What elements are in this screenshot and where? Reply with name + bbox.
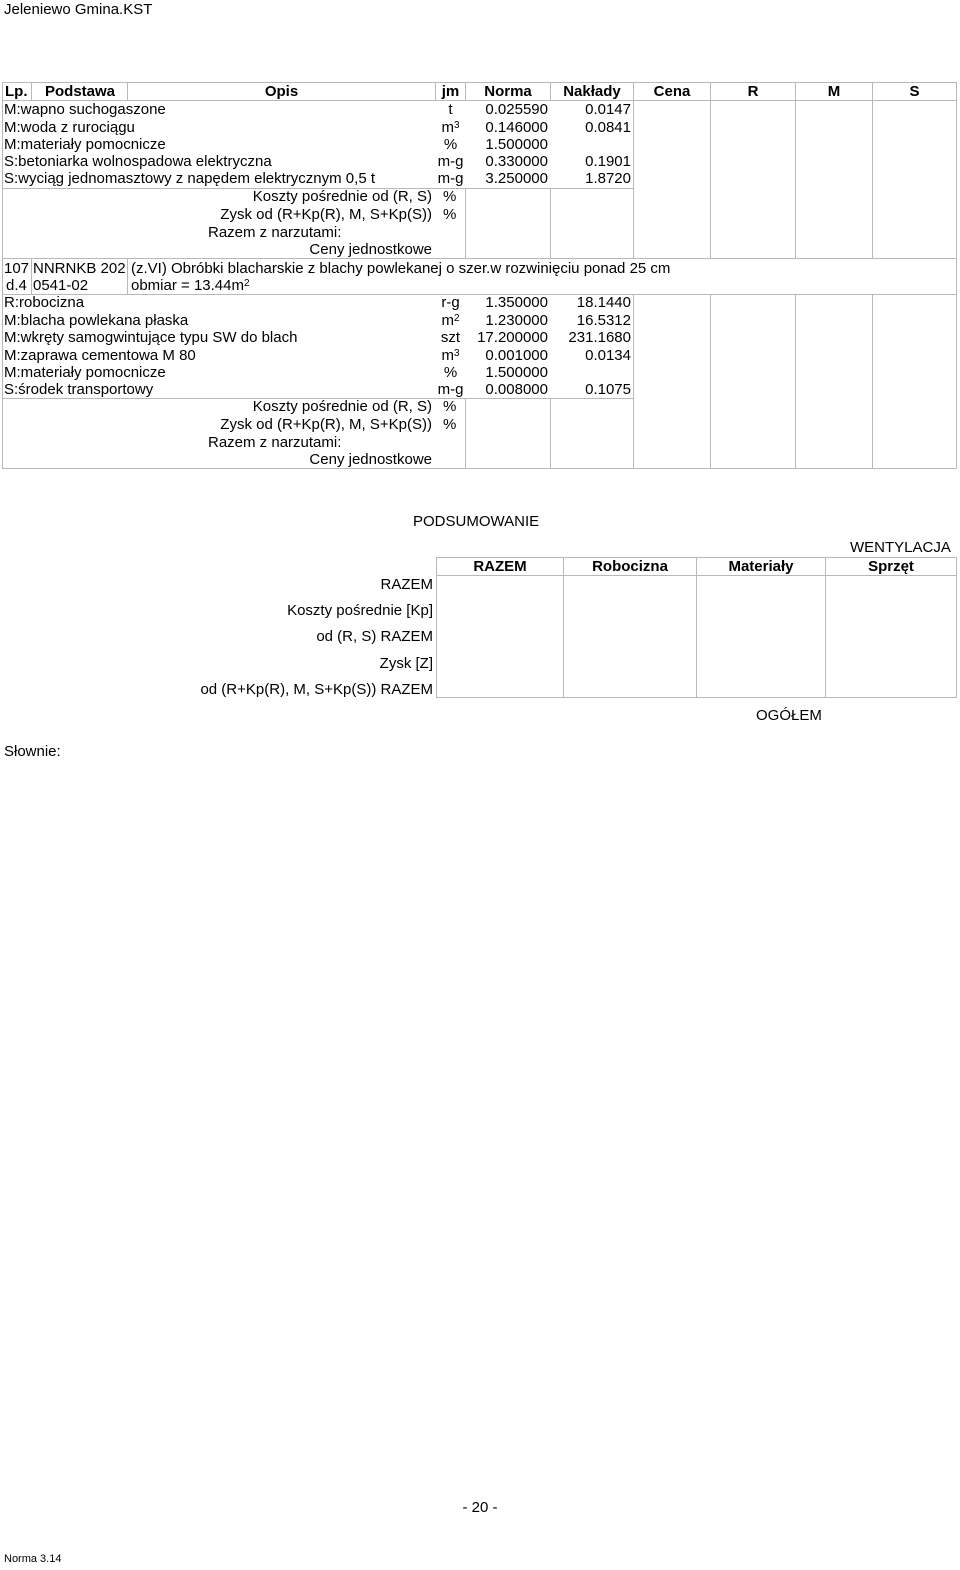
item-podstawa: NNRNKB 202 bbox=[33, 260, 126, 277]
summary-label: Razem z narzutami: bbox=[208, 224, 342, 241]
row-opis: S:wyciąg jednomasztowy z napędem elektrycznym 0,5 t bbox=[4, 170, 375, 187]
row-norma: 0.001000 bbox=[485, 347, 548, 364]
summary-label: Zysk od (R+Kp(R), M, S+Kp(S)) bbox=[220, 206, 432, 223]
row-norma: 0.330000 bbox=[485, 153, 548, 170]
row-jm: r-g bbox=[441, 294, 460, 311]
slownie-label: Słownie: bbox=[4, 743, 61, 760]
row-norma: 17.200000 bbox=[477, 329, 548, 346]
item-obmiar: obmiar = $13.44m^2$ bbox=[131, 277, 250, 294]
page-number: - 20 - bbox=[462, 1499, 498, 1516]
item-podstawa-detail: 0541-02 bbox=[33, 277, 89, 294]
row-jm: % bbox=[443, 364, 458, 381]
row-opis: M:wapno suchogaszone bbox=[4, 101, 166, 118]
header-cena: Cena bbox=[653, 83, 691, 100]
document-title: Jeleniewo Gmina.KST bbox=[4, 1, 153, 18]
summary-unit: % bbox=[443, 416, 457, 433]
summary-row-label: RAZEM bbox=[380, 576, 433, 593]
row-opis: M:zaprawa cementowa M 80 bbox=[4, 347, 196, 364]
header-jm: jm bbox=[441, 83, 460, 100]
summary-unit: % bbox=[443, 398, 457, 415]
row-norma: 0.146000 bbox=[485, 119, 548, 136]
row-opis: S:betoniarka wolnospadowa elektryczna bbox=[4, 153, 272, 170]
header-r: R bbox=[747, 83, 759, 100]
row-naklady: 0.1075 bbox=[585, 381, 631, 398]
row-norma: 1.500000 bbox=[485, 136, 548, 153]
summary-header-razem: RAZEM bbox=[473, 558, 527, 575]
row-jm: $m^2$ bbox=[441, 312, 460, 329]
row-naklady: 0.0134 bbox=[585, 347, 631, 364]
footer-label: Norma 3.14 bbox=[4, 1553, 62, 1565]
row-jm: t bbox=[448, 101, 453, 118]
row-jm: % bbox=[443, 136, 458, 153]
row-naklady: 231.1680 bbox=[568, 329, 631, 346]
row-naklady: 0.0841 bbox=[585, 119, 631, 136]
row-jm: m-g bbox=[437, 381, 464, 398]
row-norma: 3.250000 bbox=[485, 170, 548, 187]
row-naklady: 0.0147 bbox=[585, 101, 631, 118]
row-opis: M:woda z rurociągu bbox=[4, 119, 135, 136]
summary-title: PODSUMOWANIE bbox=[413, 513, 540, 530]
row-jm: szt bbox=[440, 329, 461, 346]
row-naklady: 0.1901 bbox=[585, 153, 631, 170]
summary-total-label: OGÓŁEM bbox=[756, 707, 822, 724]
header-naklady: Nakłady bbox=[563, 83, 621, 100]
row-jm: m-g bbox=[437, 153, 464, 170]
summary-row-label: od (R+Kp(R), M, S+Kp(S)) RAZEM bbox=[200, 681, 433, 698]
summary-header-robocizna: Robocizna bbox=[592, 558, 668, 575]
header-s: S bbox=[909, 83, 920, 100]
row-norma: 0.025590 bbox=[485, 101, 548, 118]
row-naklady: 16.5312 bbox=[576, 312, 631, 329]
summary-unit: % bbox=[443, 188, 457, 205]
row-norma: 1.350000 bbox=[485, 294, 548, 311]
summary-row-label: Koszty pośrednie [Kp] bbox=[287, 602, 433, 619]
summary-label: Ceny jednostkowe bbox=[309, 241, 432, 258]
item-opis: (z.VI) Obróbki blacharskie z blachy powlekanej o szer.w rozwinięciu ponad 25 cm bbox=[131, 260, 671, 277]
row-norma: 0.008000 bbox=[485, 381, 548, 398]
header-m: M bbox=[827, 83, 841, 100]
row-opis: S:środek transportowy bbox=[4, 381, 154, 398]
summary-label: Ceny jednostkowe bbox=[309, 451, 432, 468]
item-lp: 107 bbox=[4, 260, 30, 277]
summary-section: WENTYLACJA bbox=[850, 539, 951, 556]
summary-row-label: od (R, S) RAZEM bbox=[316, 628, 433, 645]
item-lp-detail: d.4 bbox=[6, 277, 27, 294]
row-opis: R:robocizna bbox=[4, 294, 85, 311]
summary-label: Zysk od (R+Kp(R), M, S+Kp(S)) bbox=[220, 416, 432, 433]
header-opis: Opis bbox=[264, 83, 299, 100]
row-jm: $m^3$ bbox=[441, 119, 460, 136]
row-jm: m-g bbox=[437, 170, 464, 187]
summary-header-materialy: Materiały bbox=[728, 558, 794, 575]
row-naklady: 1.8720 bbox=[585, 170, 631, 187]
row-norma: 1.500000 bbox=[485, 364, 548, 381]
row-opis: M:blacha powlekana płaska bbox=[4, 312, 189, 329]
row-norma: 1.230000 bbox=[485, 312, 548, 329]
summary-label: Razem z narzutami: bbox=[208, 434, 342, 451]
summary-row-label: Zysk [Z] bbox=[379, 655, 433, 672]
row-naklady: 18.1440 bbox=[576, 294, 631, 311]
summary-unit: % bbox=[443, 206, 457, 223]
header-norma: Norma bbox=[484, 83, 532, 100]
summary-label: Koszty pośrednie od (R, S) bbox=[252, 398, 432, 415]
row-opis: M:materiały pomocnicze bbox=[4, 364, 166, 381]
row-jm: $m^3$ bbox=[441, 347, 460, 364]
summary-header-sprzet: Sprzęt bbox=[868, 558, 914, 575]
summary-label: Koszty pośrednie od (R, S) bbox=[252, 188, 432, 205]
header-podstawa: Podstawa bbox=[45, 83, 116, 100]
row-opis: M:materiały pomocnicze bbox=[4, 136, 166, 153]
row-opis: M:wkręty samogwintujące typu SW do blach bbox=[4, 329, 298, 346]
header-lp: Lp. bbox=[5, 83, 28, 100]
